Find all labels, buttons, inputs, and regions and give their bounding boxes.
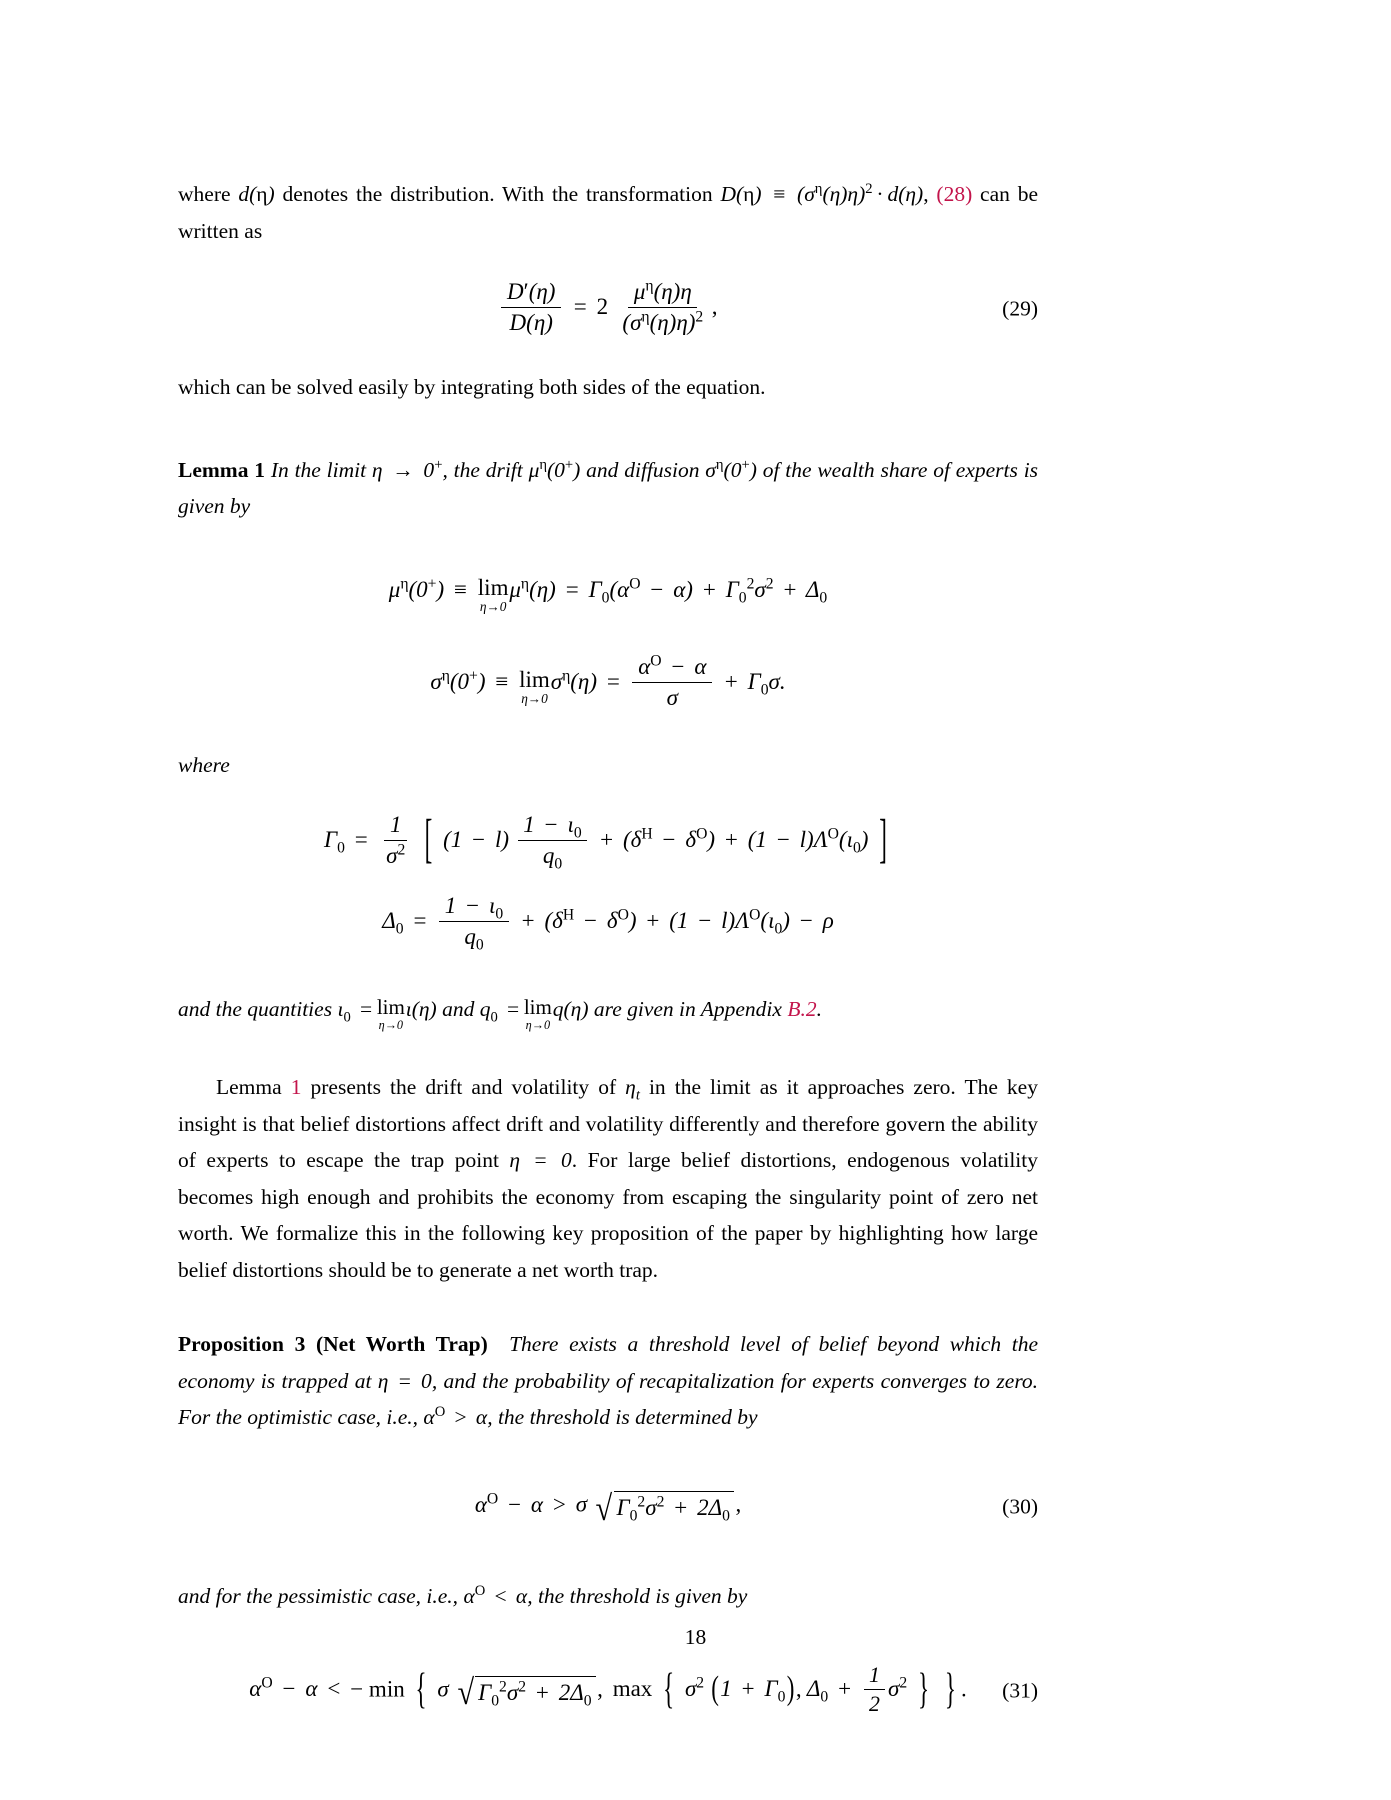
math-mu-eta-zero-plus: $\mu^\eta(0^+)$ — [528, 456, 581, 482]
delta0-lhs: $\Delta_0$ — [382, 908, 404, 938]
equation-30-body — [474, 1487, 742, 1528]
eq31-brace-close: } — [944, 1664, 956, 1712]
gamma0-inner-fraction — [518, 811, 588, 873]
quantities-text-b: are given in Appendix — [588, 997, 788, 1021]
gamma0-lhs: $\Gamma_0$ — [324, 827, 345, 857]
eq31-half-den: 2 — [869, 1692, 880, 1717]
eq31-inner-brace-open: { — [663, 1664, 675, 1712]
where-label: where — [178, 752, 230, 777]
quantities-lim1-subscript: η→0 — [378, 1017, 404, 1032]
sigma-lim-label: lim — [519, 666, 550, 692]
quantities-end: . — [816, 997, 822, 1021]
delta0-fraction — [439, 892, 509, 954]
eq30-sqrt — [594, 1487, 734, 1528]
quantities-and: and — [436, 997, 480, 1021]
math-eta-to-zero-plus: η → 0+ — [371, 456, 443, 482]
eq29-lhs-numerator: D′(η) — [501, 278, 561, 308]
delta0-equation — [382, 893, 834, 952]
quantities-limit-2 — [523, 994, 552, 1033]
eq31-term-2-suffix: $\sigma^2$ — [888, 1674, 908, 1702]
gamma0-bracket-open: [ — [424, 809, 433, 869]
eq30-radical-sign: √ — [595, 1487, 613, 1528]
eq31-brace-open: { — [415, 1664, 427, 1712]
eq30-radicand: $\Gamma_0^2\sigma^2 + 2\Delta_0$ — [614, 1491, 734, 1522]
eq29-equals: = — [573, 294, 587, 320]
equation-29-row — [178, 265, 1038, 353]
mu-lim-label: lim — [477, 574, 509, 600]
discussion-text-d: . For large belief distortions, endogenous volatility becomes high enough and prohibits the economy from escaping the singularity point of zero net worth. We formalize this in the following key proposition of the paper by highlighting how large belief distortions should be to generate a net worth trap. — [178, 1148, 1038, 1282]
gamma0-term1: (1 − l) — [443, 827, 510, 853]
intro-paragraph — [178, 176, 1038, 249]
after-eq29-paragraph: which can be solved easily by integrating both sides of the equation. — [178, 375, 766, 399]
eq30-comma: , — [735, 1491, 742, 1517]
discussion-text-b: presents the drift and volatility of — [301, 1075, 626, 1099]
eq31-sqrt — [456, 1672, 596, 1713]
eq31-term-1: $\sigma^2$ $(1 + \Gamma_0)$ — [684, 1670, 795, 1707]
math-q-zero: $q_0$ = — [479, 997, 520, 1026]
sigma-equals: = — [606, 668, 620, 694]
eq29-lhs-denominator: D(η) — [509, 310, 553, 336]
page-content — [178, 176, 1038, 1730]
gamma0-equals: = — [354, 827, 368, 853]
page-number: 18 — [684, 1625, 707, 1649]
eq31-comma-1: , — [597, 1676, 603, 1702]
eq31-comma-2: , — [795, 1676, 802, 1702]
eq31-relation: < — [327, 1676, 341, 1702]
proposition-3-block — [178, 1326, 1038, 1436]
delta0-equation-row — [178, 885, 1038, 961]
eq-ref-28[interactable]: (28) — [936, 182, 973, 206]
sigma-lim-argument: $\sigma^\eta(\eta)$ — [550, 667, 597, 694]
sigma-lhs: $\sigma^\eta(0^+)$ — [430, 667, 486, 694]
lemma-1-heading: Lemma 1 — [178, 457, 266, 482]
gamma0-prefactor-num: 1 — [384, 811, 407, 841]
mu-lim-argument: $\mu^\eta(\eta)$ — [509, 575, 556, 602]
quantities-line — [178, 987, 1038, 1031]
delta0-frac-den: $q_0$ — [464, 924, 484, 954]
eq29-rhs-denominator: $(\sigma^\eta(\eta)\eta)^2$ — [622, 308, 704, 336]
appendix-ref-b2[interactable]: B.2 — [787, 997, 817, 1021]
eq31-half-num: 1 — [864, 1662, 886, 1691]
eq29-lhs-fraction — [501, 278, 561, 337]
math-transform-definition: $D(\eta) \equiv (\sigma^\eta(\eta)\eta)^2 \cdot d(\eta)$ — [720, 180, 924, 206]
eq31-max: max — [612, 1676, 653, 1702]
sigma-frac-numerator: $\alpha^O - \alpha$ — [632, 653, 712, 683]
sigma-limit-operator — [519, 668, 550, 707]
sigma-fraction — [632, 653, 712, 712]
delta0-tail: + $(\delta^H - \delta^O) + (1 - l)\Lambda^O(\iota_0) - \rho$ — [521, 906, 834, 938]
mu-limit-operator — [478, 576, 509, 615]
eq30-sigma: σ — [575, 1491, 588, 1517]
math-alpha-o-less-alpha: $\alpha^O < \alpha$ — [463, 1582, 528, 1608]
eq31-term-2-prefix: $\Delta_0$ + — [806, 1676, 852, 1706]
eq31-inner-brace-close: } — [917, 1664, 930, 1712]
quantities-limit-1 — [376, 994, 405, 1033]
eq31-radical-sign: √ — [457, 1672, 474, 1713]
eq30-relation: > — [552, 1491, 566, 1517]
gamma0-bracket-close: ] — [879, 809, 887, 869]
discussion-text-a: Lemma — [216, 1075, 291, 1099]
quantities-text-a: and the quantities — [178, 997, 338, 1021]
math-alpha-o-greater-alpha: $\alpha^O > \alpha$ — [423, 1403, 488, 1429]
mu-lhs: $\mu^\eta(0^+)$ — [388, 575, 445, 602]
intro-text-c: , — [923, 182, 937, 206]
eq31-radicand: $\Gamma_0^2\sigma^2 + 2\Delta_0$ — [475, 1676, 595, 1707]
discussion-text-c: in the limit as it approaches zero. The key insight is that belief distortions affect drift and volatility differently and therefore govern the ability of experts to escape the trap point — [178, 1075, 1038, 1172]
gamma0-equation-row — [178, 799, 1038, 885]
mu-lim-subscript: η→0 — [479, 598, 507, 614]
eq31-lhs: $\alpha^O - \alpha$ — [249, 1674, 318, 1702]
eq31-neg-min: − min — [350, 1676, 405, 1702]
quantities-lim1-label: lim — [376, 994, 405, 1019]
quantities-lim2-label: lim — [523, 994, 552, 1019]
pessimistic-text-b: , the threshold is given by — [527, 1583, 748, 1608]
lemma-1-text-b: , the drift — [442, 457, 529, 482]
lemma1-sigma-equation — [430, 654, 785, 713]
lemma-discussion-paragraph — [178, 1069, 1038, 1288]
equation-31-row — [178, 1652, 1038, 1730]
gamma0-inner-den: $q_0$ — [542, 843, 563, 873]
math-eta-equals-zero: η = 0 — [509, 1148, 572, 1172]
lemma-1-block — [178, 452, 1038, 525]
gamma0-equation — [324, 809, 892, 873]
equation-30-row — [178, 1474, 1038, 1540]
delta0-equals: = — [413, 908, 427, 934]
eq29-coefficient: 2 — [596, 294, 609, 320]
lemma-ref-1[interactable]: 1 — [290, 1075, 302, 1099]
pessimistic-text-a: and for the pessimistic case, i.e., — [178, 1583, 464, 1608]
pessimistic-case-line — [178, 1578, 1038, 1615]
quantities-lim2-argument: q(η) — [552, 997, 589, 1021]
math-sigma-eta-zero-plus: $\sigma^\eta(0^+)$ — [705, 456, 757, 482]
math-prop-eta-equals-zero: η = 0 — [377, 1368, 432, 1393]
lemma1-mu-equation-row — [178, 563, 1038, 621]
lemma-1-text-a: In the limit — [270, 457, 372, 482]
proposition-3-text-b: , and the probability of recapitalization for experts converges to zero. For the optimistic case, i.e., — [178, 1368, 1039, 1429]
eq29-rhs-numerator: $\mu^\eta(\eta)\eta$ — [628, 278, 697, 308]
math-iota-zero: $\iota_0$ = — [337, 997, 373, 1026]
eq31-period: . — [960, 1676, 967, 1702]
intro-text-d: can be written as — [178, 182, 1038, 243]
delta0-frac-num: $1 - \iota_0$ — [439, 892, 509, 922]
lemma-1-text-c: and diffusion — [580, 457, 706, 482]
proposition-3-text-a: There exists a threshold level of belief beyond which the economy is trapped at — [178, 1332, 1038, 1393]
quantities-lim2-subscript: η→0 — [525, 1017, 551, 1032]
mu-equals: = — [565, 576, 579, 602]
gamma0-inner-num: $1 - \iota_0$ — [518, 811, 588, 841]
proposition-3-text-c: , the threshold is determined by — [487, 1405, 758, 1429]
lemma1-mu-equation — [388, 572, 828, 614]
equation-31-number: (31) — [1002, 1678, 1038, 1703]
eq30-lhs: $\alpha^O - \alpha$ — [474, 1490, 543, 1517]
equation-29-body — [499, 279, 718, 338]
eq29-rhs-fraction — [617, 278, 709, 337]
eq29-comma: , — [711, 294, 718, 320]
mu-rhs: $\Gamma_0(\alpha^O - \alpha) + \Gamma_0^2\sigma^2 + \Delta_0$ — [588, 575, 828, 607]
equation-29-number: (29) — [1002, 296, 1038, 321]
sigma-equiv: ≡ — [495, 668, 509, 694]
lemma-1-text-d: of the wealth share of experts is given by — [178, 457, 1039, 518]
intro-text-b: denotes the distribution. With the transformation — [274, 182, 721, 206]
equation-31-body — [249, 1663, 966, 1719]
proposition-3-heading: Proposition 3 (Net Worth Trap) — [178, 1332, 488, 1356]
quantities-lim1-argument: ι(η) — [405, 997, 437, 1021]
math-d-eta: d(η) — [238, 182, 275, 206]
mu-equiv: ≡ — [454, 576, 468, 602]
sigma-lim-subscript: η→0 — [521, 690, 548, 706]
gamma0-prefactor-fraction — [380, 811, 411, 870]
eq31-sigma: σ — [437, 1676, 449, 1702]
equation-30-number: (30) — [1002, 1494, 1038, 1518]
math-eta-t: $\eta_t$ — [625, 1075, 640, 1104]
gamma0-prefactor-den: $\sigma^2$ — [386, 841, 406, 869]
gamma0-term2: + $(\delta^H - \delta^O) + (1 - l)\Lambda^O(\iota_0)$ — [600, 825, 869, 857]
intro-text-a: where — [178, 182, 239, 206]
lemma1-sigma-equation-row — [178, 647, 1038, 721]
sigma-tail: + $\Gamma_0\sigma$. — [724, 668, 786, 699]
eq31-half-fraction — [864, 1662, 886, 1718]
sigma-frac-denominator: σ — [666, 684, 678, 710]
